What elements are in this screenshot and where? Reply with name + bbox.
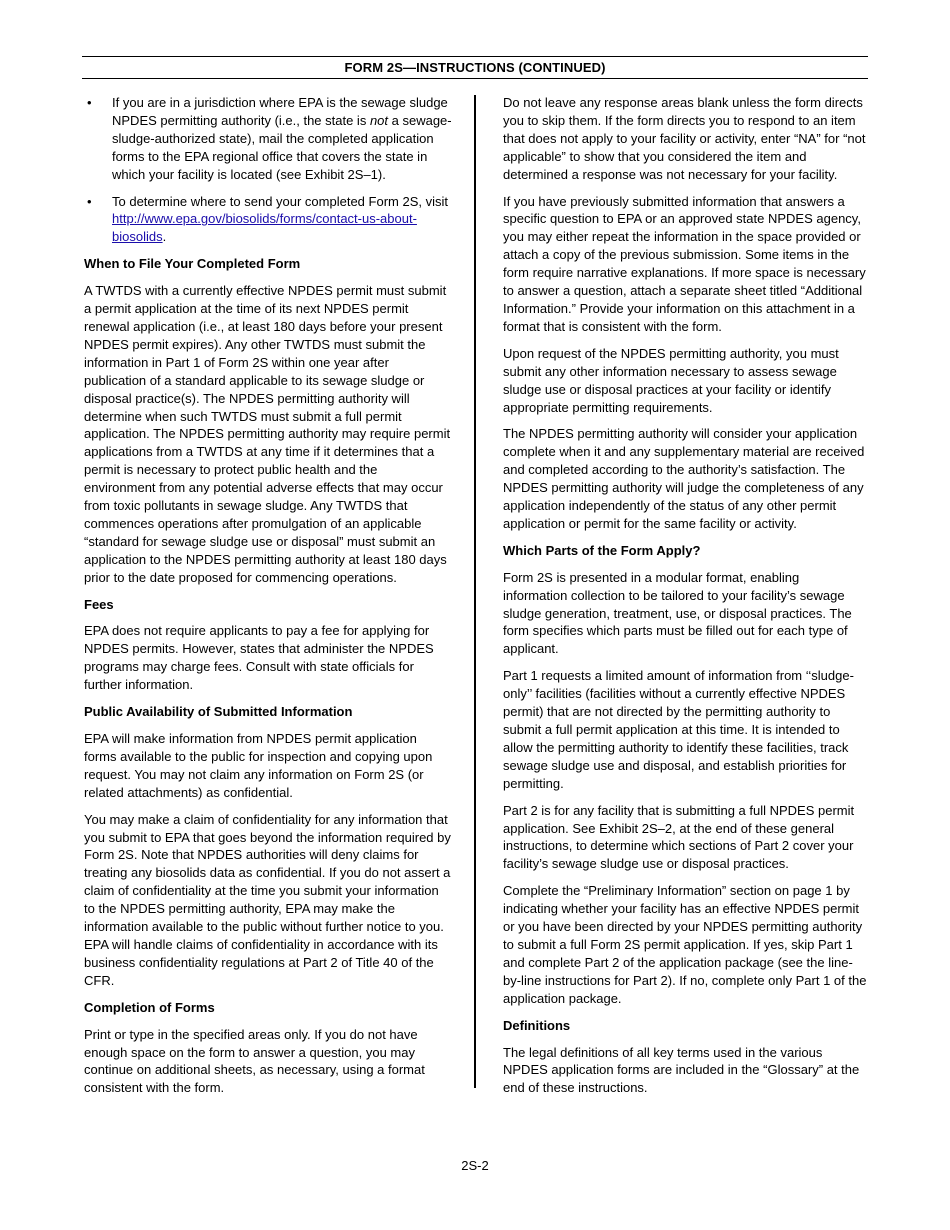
- paragraph-completion-of-forms: Print or type in the specified areas only. If you do not have enough space on the form to answer a question, you may continue on additional sheets, as necessary, using a format consistent with the form.: [84, 1026, 425, 1096]
- right-column: [503, 94, 867, 1106]
- paragraph-fees: EPA does not require applicants to pay a fee for applying for NPDES permits. However, states that administer the NPDES programs may charge fees. Consult with state officials for further information.: [84, 623, 434, 693]
- paragraph-upon-request: Upon request of the NPDES permitting authority, you must submit any other information necessary to assess sewage sludge use or disposal practices at your facility or identify appropriate permitting requirements.: [503, 345, 839, 415]
- paragraph-public-availability-2: You may make a claim of confidentiality for any information that you submit to EPA that goes beyond the information required by Form 2S. Note that NPDES authorities will deny claims for treating any biosolids data as confidential. If you do not assert a claim of confidentiality at the time you submit your information to the NPDES permitting authority, EPA may make the information available to the public without further notice to you. EPA will handle claims of confidentiality in accordance with its business confidentiality regulations at Part 2 of Title 40 of the CFR.: [84, 811, 451, 988]
- paragraph-when-to-file: A TWTDS with a currently effective NPDES permit must submit a permit application at the time of its next NPDES permit renewal application (i.e., at least 180 days before your present NPDES permit expires). Any other TWTDS must submit the information in Part 1 of Form 2S within one year after publication of a standard applicable to its sewage sludge or disposal practice(s). The NPDES permitting authority will determine when such TWTDS must submit a full permit application. The NPDES permitting authority may require permit applications from a TWTDS at any time if it determines that a permit is necessary to protect public health and the environment from any potential adverse effects that may occur from toxic pollutants in sewage sludge. Any TWTDS that commences operations after promulgation of an applicable “standard for sewage sludge use or disposal” must submit an application to the NPDES permitting authority at least 180 days prior to the date proposed for commencing operations.: [84, 283, 451, 585]
- paragraph-previous-submission: If you have previously submitted information that answers a specific question to EPA or an approved state NPDES agency, you may either repeat the information in the space provided or attach a copy of the previous submission. Some items in the form require narrative explanations. If more space is necessary to answer a question, attach a separate sheet titled “Additional Information.” Provide your information on this attachment in a format that is consistent with the form.: [503, 193, 866, 334]
- paragraph-modular-format: Form 2S is presented in a modular format, enabling information collection to be tailored to your facility’s sewage sludge generation, treatment, use, or disposal practices. The form specifies which parts must be filled out for each type of applicant.: [503, 569, 852, 657]
- heading-which-parts-apply: Which Parts of the Form Apply?: [503, 542, 701, 558]
- paragraph-definitions: The legal definitions of all key terms used in the various NPDES application forms are included in the “Glossary” at the end of these instructions.: [503, 1044, 860, 1096]
- left-column: [84, 94, 452, 1106]
- paragraph-blank-areas: Do not leave any response areas blank unless the form directs you to skip them. If the form directs you to respond to an item that does not apply to your facility or activity, enter “NA” for “not applicable” to show that you considered the item and determined a response was not necessary for your facility.: [503, 95, 866, 182]
- bullet1-text-a: If you are in a jurisdiction where EPA is the sewage sludge NPDES permitting authority (i.e., the state is: [112, 95, 448, 128]
- heading-fees: Fees: [84, 596, 114, 612]
- page-number: 2S-2: [461, 1158, 489, 1173]
- paragraph-part-1: Part 1 requests a limited amount of information from ‘‘sludge-only’’ facilities (facilities without a currently effective NPDES permit) that are not directed by the permitting authority to submit a full permit application at this time. It is intended to allow the permitting authority to identify these facilities, track sewage sludge use and disposal, and establish priorities for permitting.: [503, 668, 854, 791]
- paragraph-part-2: Part 2 is for any facility that is submitting a full NPDES permit application. See Exhibit 2S–2, at the end of these general instructions, to determine which sections of Part 2 cover your facility’s sewage sludge use or disposal practices.: [503, 802, 855, 872]
- bullet1-text-b: a sewage-sludge-authorized state), mail the completed application forms to the EPA regional office that covers the state in which your facility is located (see Exhibit 2S–1).: [112, 112, 452, 182]
- heading-definitions: Definitions: [503, 1017, 571, 1033]
- heading-public-availability: Public Availability of Submitted Information: [84, 704, 353, 720]
- bullet1-emphasis: not: [369, 112, 389, 128]
- paragraph-completeness: The NPDES permitting authority will consider your application complete when it and any supplementary material are received and completed according to the authority’s satisfaction. The NPDES permitting authority will judge the completeness of any application independently of the status of any other permit application or permit for the same facility or activity.: [503, 426, 865, 531]
- bullet2-text: To determine where to send your completed Form 2S, visit: [112, 193, 448, 209]
- bullet-item-where-to-send: [84, 193, 452, 247]
- paragraph-public-availability-1: EPA will make information from NPDES permit application forms available to the public for inspection and copying upon request. You may not claim any information on Form 2S (or related attachments) as confidential.: [84, 731, 433, 800]
- bullet-icon: •: [87, 193, 92, 209]
- form-header: [82, 56, 868, 79]
- column-divider: [474, 95, 476, 1088]
- bullet-item-mail-epa: [84, 94, 452, 184]
- bullet2-period: .: [162, 229, 167, 245]
- bullet-list: [84, 94, 452, 246]
- heading-when-to-file: When to File Your Completed Form: [84, 256, 301, 272]
- biosolids-contact-link[interactable]: http://www.epa.gov/biosolids/forms/contact-us-about- biosolids: [112, 211, 417, 245]
- bullet-icon: •: [87, 95, 92, 110]
- heading-completion-of-forms: Completion of Forms: [84, 999, 215, 1015]
- paragraph-preliminary-information: Complete the “Preliminary Information” section on page 1 by indicating whether your facility has an effective NPDES permit or you have been directed by your NPDES permitting authority to submit a full Form 2S permit application. If yes, skip Part 1 and complete Part 2 of the application package (see the line-by-line instructions for Part 2). If no, complete only Part 1 of the application package.: [503, 883, 867, 1006]
- form-header-title: FORM 2S—INSTRUCTIONS (CONTINUED): [344, 60, 606, 75]
